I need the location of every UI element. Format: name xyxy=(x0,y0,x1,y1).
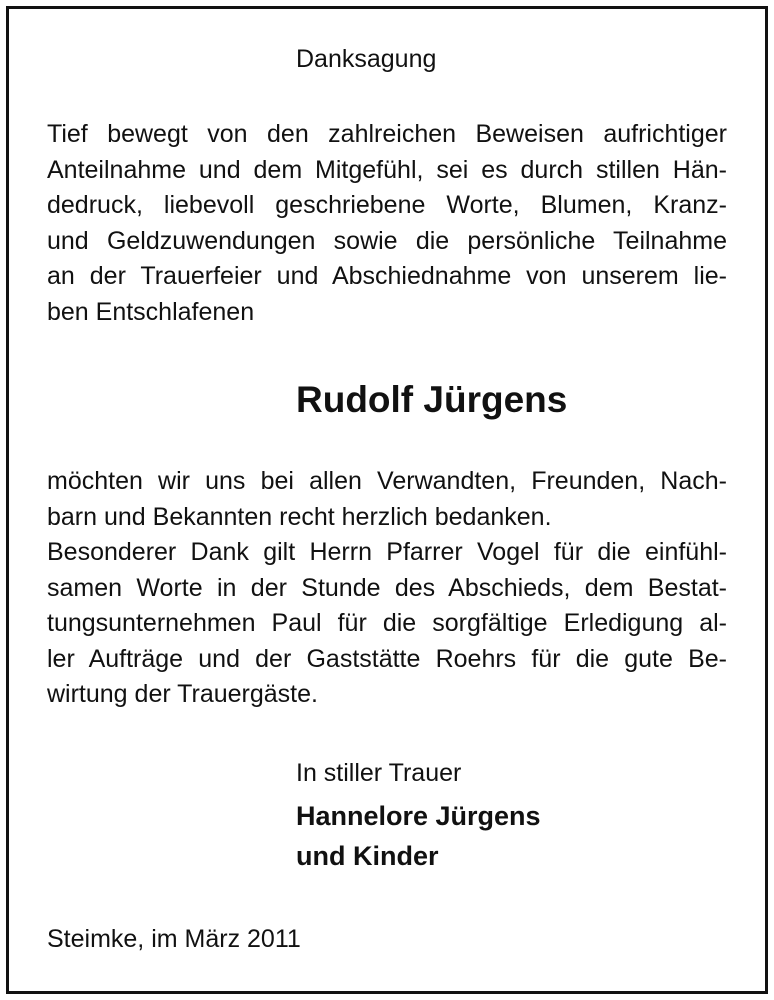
thanks-line: samen Worte in der Stunde des Abschieds, dem Bestat- xyxy=(47,573,727,602)
place-date: Steimke, im März 2011 xyxy=(47,925,301,953)
notice-heading: Danksagung xyxy=(296,45,437,73)
intro-paragraph xyxy=(47,117,727,330)
thanks-line: tungsunternehmen Paul für die sorgfältige Erledigung al- xyxy=(47,609,727,637)
deceased-name: Rudolf Jürgens xyxy=(296,379,568,420)
intro-line: dedruck, liebevoll geschriebene Worte, Blumen, Kranz- xyxy=(47,191,727,219)
intro-line: Tief bewegt von den zahlreichen Beweisen aufrichtiger xyxy=(47,120,727,148)
thanks-line: Besonderer Dank gilt Herrn Pfarrer Vogel für die einfühl- xyxy=(47,538,727,566)
thanks-paragraph xyxy=(47,464,727,713)
thanks-line: barn und Bekannten recht herzlich bedanken. xyxy=(47,502,552,531)
thanks-line: wirtung der Trauergäste. xyxy=(47,680,318,708)
thanks-line: möchten wir uns bei allen Verwandten, Freunden, Nach- xyxy=(47,467,727,495)
intro-line: ben Entschlafenen xyxy=(47,297,255,326)
intro-line: Anteilnahme und dem Mitgefühl, sei es durch stillen Hän- xyxy=(47,155,727,184)
family-signature xyxy=(296,796,541,876)
family-name: Hannelore Jürgens xyxy=(296,801,541,831)
family-children: und Kinder xyxy=(296,841,439,871)
intro-line: und Geldzuwendungen sowie die persönliche Teilnahme xyxy=(47,226,727,255)
intro-line: an der Trauerfeier und Abschiednahme von unserem lie- xyxy=(47,262,727,290)
mourning-phrase: In stiller Trauer xyxy=(296,759,462,787)
thanks-line: ler Aufträge und der Gaststätte Roehrs für die gute Be- xyxy=(47,644,727,673)
